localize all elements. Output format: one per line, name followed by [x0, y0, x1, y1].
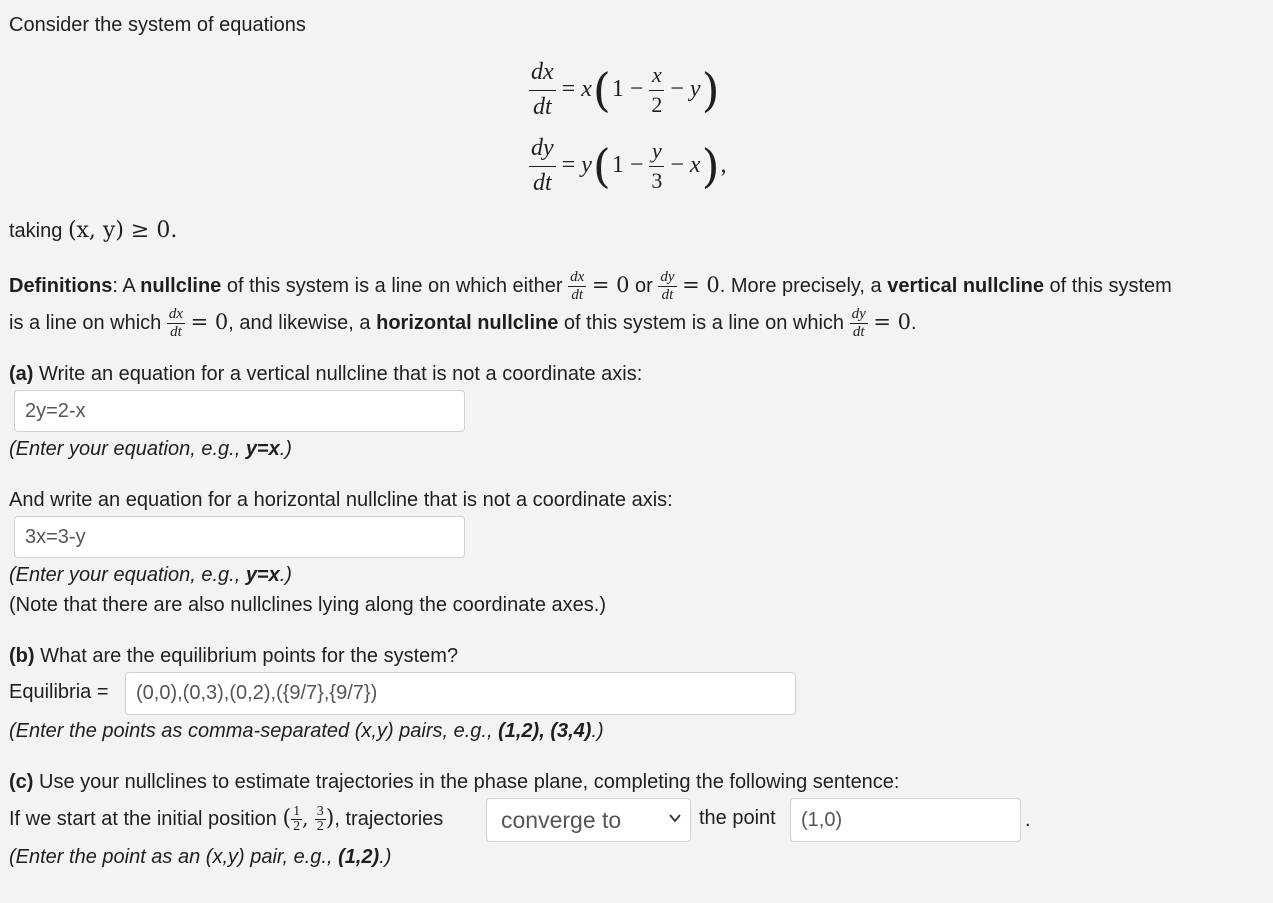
domain-condition: taking (x, y) ≥ 0.	[9, 218, 178, 243]
select-value: converge to	[501, 807, 622, 833]
definitions-line-2: is a line on which $\frac{dx}{dt}$ = 0, and likewise, a horizontal nullcline of this system is a line on which $\frac{dy}{dt}$ = 0.	[9, 306, 917, 340]
y-over-3-fraction: $\frac{y}{3}$	[651, 137, 663, 193]
part-b-question: (b) What are the equilibrium points for the system?	[9, 645, 459, 667]
x-over-2-fraction: $\frac{x}{2}$	[651, 61, 663, 117]
vertical-nullcline-input[interactable]: 2y=2-x	[14, 390, 465, 432]
part-a-question-2: And write an equation for a horizontal nullcline that is not a coordinate axis:	[9, 489, 673, 511]
dxdt-inline-2: $\frac{dx}{dt}$	[168, 306, 184, 340]
equation-dy: $\frac{dy}{dt}$ = y ( 1 − $\frac{y}{3}$ − x ) ,	[531, 135, 727, 196]
part-a-hint-2: (Enter your equation, e.g., y=x.)	[9, 564, 292, 586]
equilibria-input[interactable]: (0,0),(0,3),(0,2),({9/7},{9/7})	[125, 672, 796, 715]
chevron-down-icon	[668, 811, 682, 825]
part-a-hint: (Enter your equation, e.g., y=x.)	[9, 438, 292, 460]
point-label: the point	[699, 807, 776, 829]
trajectory-behavior-select[interactable]	[486, 798, 691, 842]
frac-one-half: $\frac{1}{2}$	[293, 804, 301, 835]
intro-text: Consider the system of equations	[9, 14, 306, 36]
dxdt-inline: $\frac{dx}{dt}$	[570, 269, 585, 303]
definitions-line-1: Definitions: A nullcline of this system is a line on which either $\frac{dx}{dt}$ = 0 or $\frac{dy}{dt}$ = 0. More precisely, a vertical nullcline of this system	[9, 269, 1172, 303]
dydt-fraction: $\frac{dy}{dt}$	[531, 135, 554, 196]
dxdt-fraction: $\frac{dx}{dt}$	[531, 59, 554, 120]
part-c-question: (c) Use your nullclines to estimate trajectories in the phase plane, completing the following sentence:	[9, 771, 900, 793]
equation-dx: $\frac{dx}{dt}$ = x ( 1 − $\frac{x}{2}$ − y )	[531, 59, 720, 120]
part-c-hint: (Enter the point as an (x,y) pair, e.g., (1,2).)	[9, 846, 392, 868]
equilibria-label: Equilibria =	[9, 681, 109, 703]
dydt-inline: $\frac{dy}{dt}$	[660, 269, 675, 303]
part-a-question: (a) Write an equation for a vertical nullcline that is not a coordinate axis:	[9, 363, 643, 385]
limit-point-input[interactable]: (1,0)	[790, 798, 1021, 842]
dydt-inline-2: $\frac{dy}{dt}$	[851, 306, 866, 340]
part-b-hint: (Enter the points as comma-separated (x,y) pairs, e.g., (1,2), (3,4).)	[9, 720, 604, 742]
part-a-note: (Note that there are also nullclines lying along the coordinate axes.)	[9, 594, 607, 616]
sentence-period: .	[1025, 809, 1031, 831]
part-c-sentence: If we start at the initial position ( $\frac{1}{2}$ , $\frac{3}{2}$ ), trajectories	[9, 804, 444, 835]
frac-three-halves: $\frac{3}{2}$	[316, 804, 324, 835]
horizontal-nullcline-input[interactable]: 3x=3-y	[14, 516, 465, 558]
